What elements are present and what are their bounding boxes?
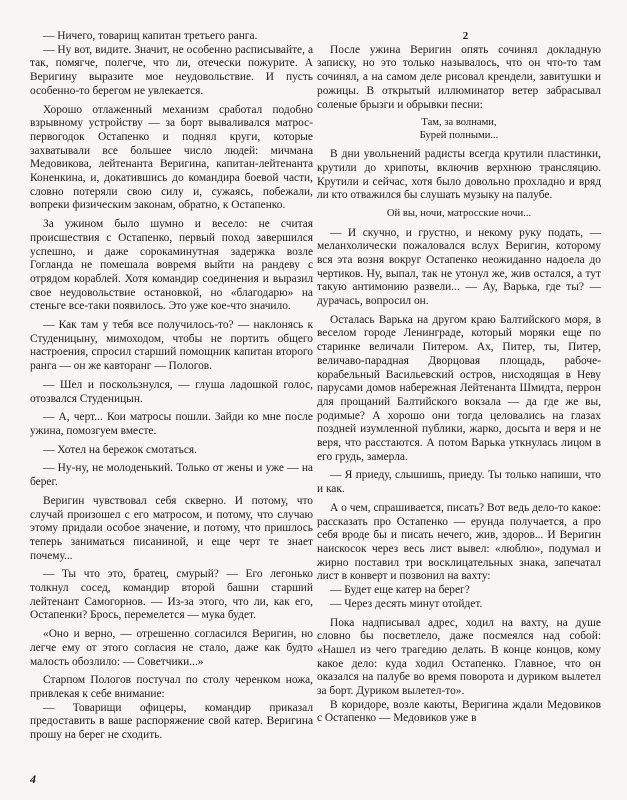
paragraph: — Ничего, товарищ капитан третьего ранга. — [43, 30, 258, 42]
paragraph: — А, черт... Кои матросы пошли. Зайди ко мне после ужина, помозгуем вместе. — [30, 411, 313, 437]
paragraph: — Будет еще катер на берег? — [330, 584, 470, 597]
paragraph: — И скучно, и грустно, и некому руку подать, — меланхолически пожаловался вслух Веригин, которому вся эта возня вокруг Остапенко неожиданно надоела до чертиков. Ну, выпал, так не утонул же, жив остался, а тут такую антимонию развели... — Ау, Варька, где ты? — дурачась, вопросил он. — [317, 226, 601, 308]
paragraph: — Товарищи офицеры, командир приказал предоставить в ваше распоряжение свой катер. Веригина прошу на берег не сходить. — [30, 701, 313, 742]
paragraph: В коридоре, возле каюты, Веригина ждали Медовиков с Остапенко — Медовиков уже в — [317, 698, 601, 725]
verse-line: Там, за волнами, — [421, 117, 497, 129]
paragraph: В дни увольнений радисты всегда крутили пластинки, крутили до хрипоты, включив верхнюю трансляцию. Крутили и сейчас, хотя было довольно прохладно и вряд ли кто отважился бы слушать музыку на палубе. — [317, 148, 601, 202]
paragraph: Осталась Варька на другом краю Балтийского моря, в веселом городе Ленинграде, который моряки еще по старинке величали Питером. Ах, Питер, ты, Питер, величаво-парадная Дворцовая площадь, рабоче-корабельный Васильевский остров, нисходящая в Неву парусами домов набережная Лейтенанта Шмидта, перрон для прощаний Балтийского вокзала — да где же вы, родимые? А хорошо они тогда целовались на глазах поздней изумленной публики, жарко, досыта и веря и не веря, что расстаются. А потом Варька уткнулась лицом в его грудь, замерла. — [317, 313, 601, 463]
chapter-number: 2 — [462, 30, 469, 42]
paragraph: — Через десять минут отойдет. — [330, 597, 483, 610]
verse-quote — [317, 208, 601, 221]
paragraph: А о чем, спрашивается, писать? Вот ведь дело-то какое: рассказать про Остапенко — ерунда получается, а про себя вроде бы и писать нечего, жив, здоров... И Веригин наискосок через весь лист вывел: «люблю», подумал и жирно поставил три восклицательных знака, запечатал лист в конверт и позвонил на вахту: — [317, 501, 601, 583]
paragraph: После ужина Веригин опять сочинял докладную записку, но это только называлось, что он что-то там сочинял, а на самом деле рисовал крендели, завитушки и рожицы. В открытый иллюминатор ветер забрасывал соленые брызги и обрывки песни: — [317, 43, 601, 111]
verse-quote — [317, 117, 601, 142]
right-column — [317, 30, 601, 726]
paragraph: — Шел и поскользнулся, — глуша ладошкой голос, отозвался Студеницын. — [30, 378, 313, 405]
paragraph: — Ну вот, видите. Значит, не особенно расписывайте, а так, помягче, полегче, что ли, отечески пожурите. А Веригину выразите мое неудовольствие. И пусть особенно-то берегом не увлекается. — [30, 43, 313, 97]
paragraph: — Я приеду, слышишь, приеду. Ты только напиши, что и как. — [317, 469, 601, 496]
verse-line: Ой вы, ночи, матросские ночи... — [386, 208, 532, 220]
verse-line: Бурей полными... — [419, 129, 499, 141]
paragraph: — Ну-ну, не молоденький. Только от жены и уже — на берег. — [30, 462, 313, 489]
paragraph: — Как там у тебя все получилось-то? — наклонясь к Студеницыну, мимоходом, чтобы не портить общего настроения, спросил старший помощник капитан второго ранга — он же кавторанг — Пологов. — [30, 319, 313, 373]
paragraph: Пока надписывал адрес, ходил на вахту, на душе словно бы посветлело, даже посмеялся над собой: «Нашел из чего трагедию делать. В конце концов, кому какое дело: куда ходил Остапенко. Главное, что он оказался на палубе во время поворота и дуриком вылетел за борт. Дуриком вылетел-то». — [317, 616, 601, 698]
paragraph: Веригин чувствовал себя скверно. И потому, что случай произошел с его матросом, и потому, что случаю этому придали особое значение, и потому, что пришлось теперь заниматься писаниной, и еще черт те знает почему... — [30, 494, 313, 562]
page-number: 4 — [30, 772, 36, 786]
paragraph: Старпом Пологов постучал по столу черенком ножа, привлекая к себе внимание: — [30, 674, 313, 700]
paragraph: Хорошо отлаженный механизм сработал подобно взрывному устройству — за борт вываливался матрос-первогодок Остапенко и поднял круги, которые захватывали все большее число людей: мичмана Медовикова, лейтенанта Веригина, капитан-лейтенанта Коненкина, и, докатившись до командира боевой части, словно потеряли свою силу и, сужаясь, побежали, вопреки физическим законам, обратно, к Остапенко. — [30, 103, 313, 212]
paragraph: — Хотел на бережок смотаться. — [43, 443, 197, 456]
left-column — [30, 30, 313, 743]
paragraph: За ужином было шумно и весело: не считая происшествия с Остапенко, первый поход завершился успешно, и даже сорокаминутная задержка возле Гогланда не помешала вовремя выйти на рандеву с отрядом кораблей. Хотя командир соединения и выразил свое неудовольствие остановкой, но «благодарю» на стеньге все-таки появилось. Это уже кое-что значило. — [30, 218, 313, 313]
paragraph: — Ты что это, братец, смурый? — Его легонько толкнул сосед, командир второй башни старший лейтенант Самогорнов. — Из-за этого, что ли, как его, Остапенки? Брось, перемелется — мука будет. — [30, 568, 313, 622]
paragraph: «Оно и верно, — отрешенно согласился Веригин, но легче ему от этого согласия не стало, даже как будто малость обозлило: — Советчики...» — [30, 628, 313, 668]
